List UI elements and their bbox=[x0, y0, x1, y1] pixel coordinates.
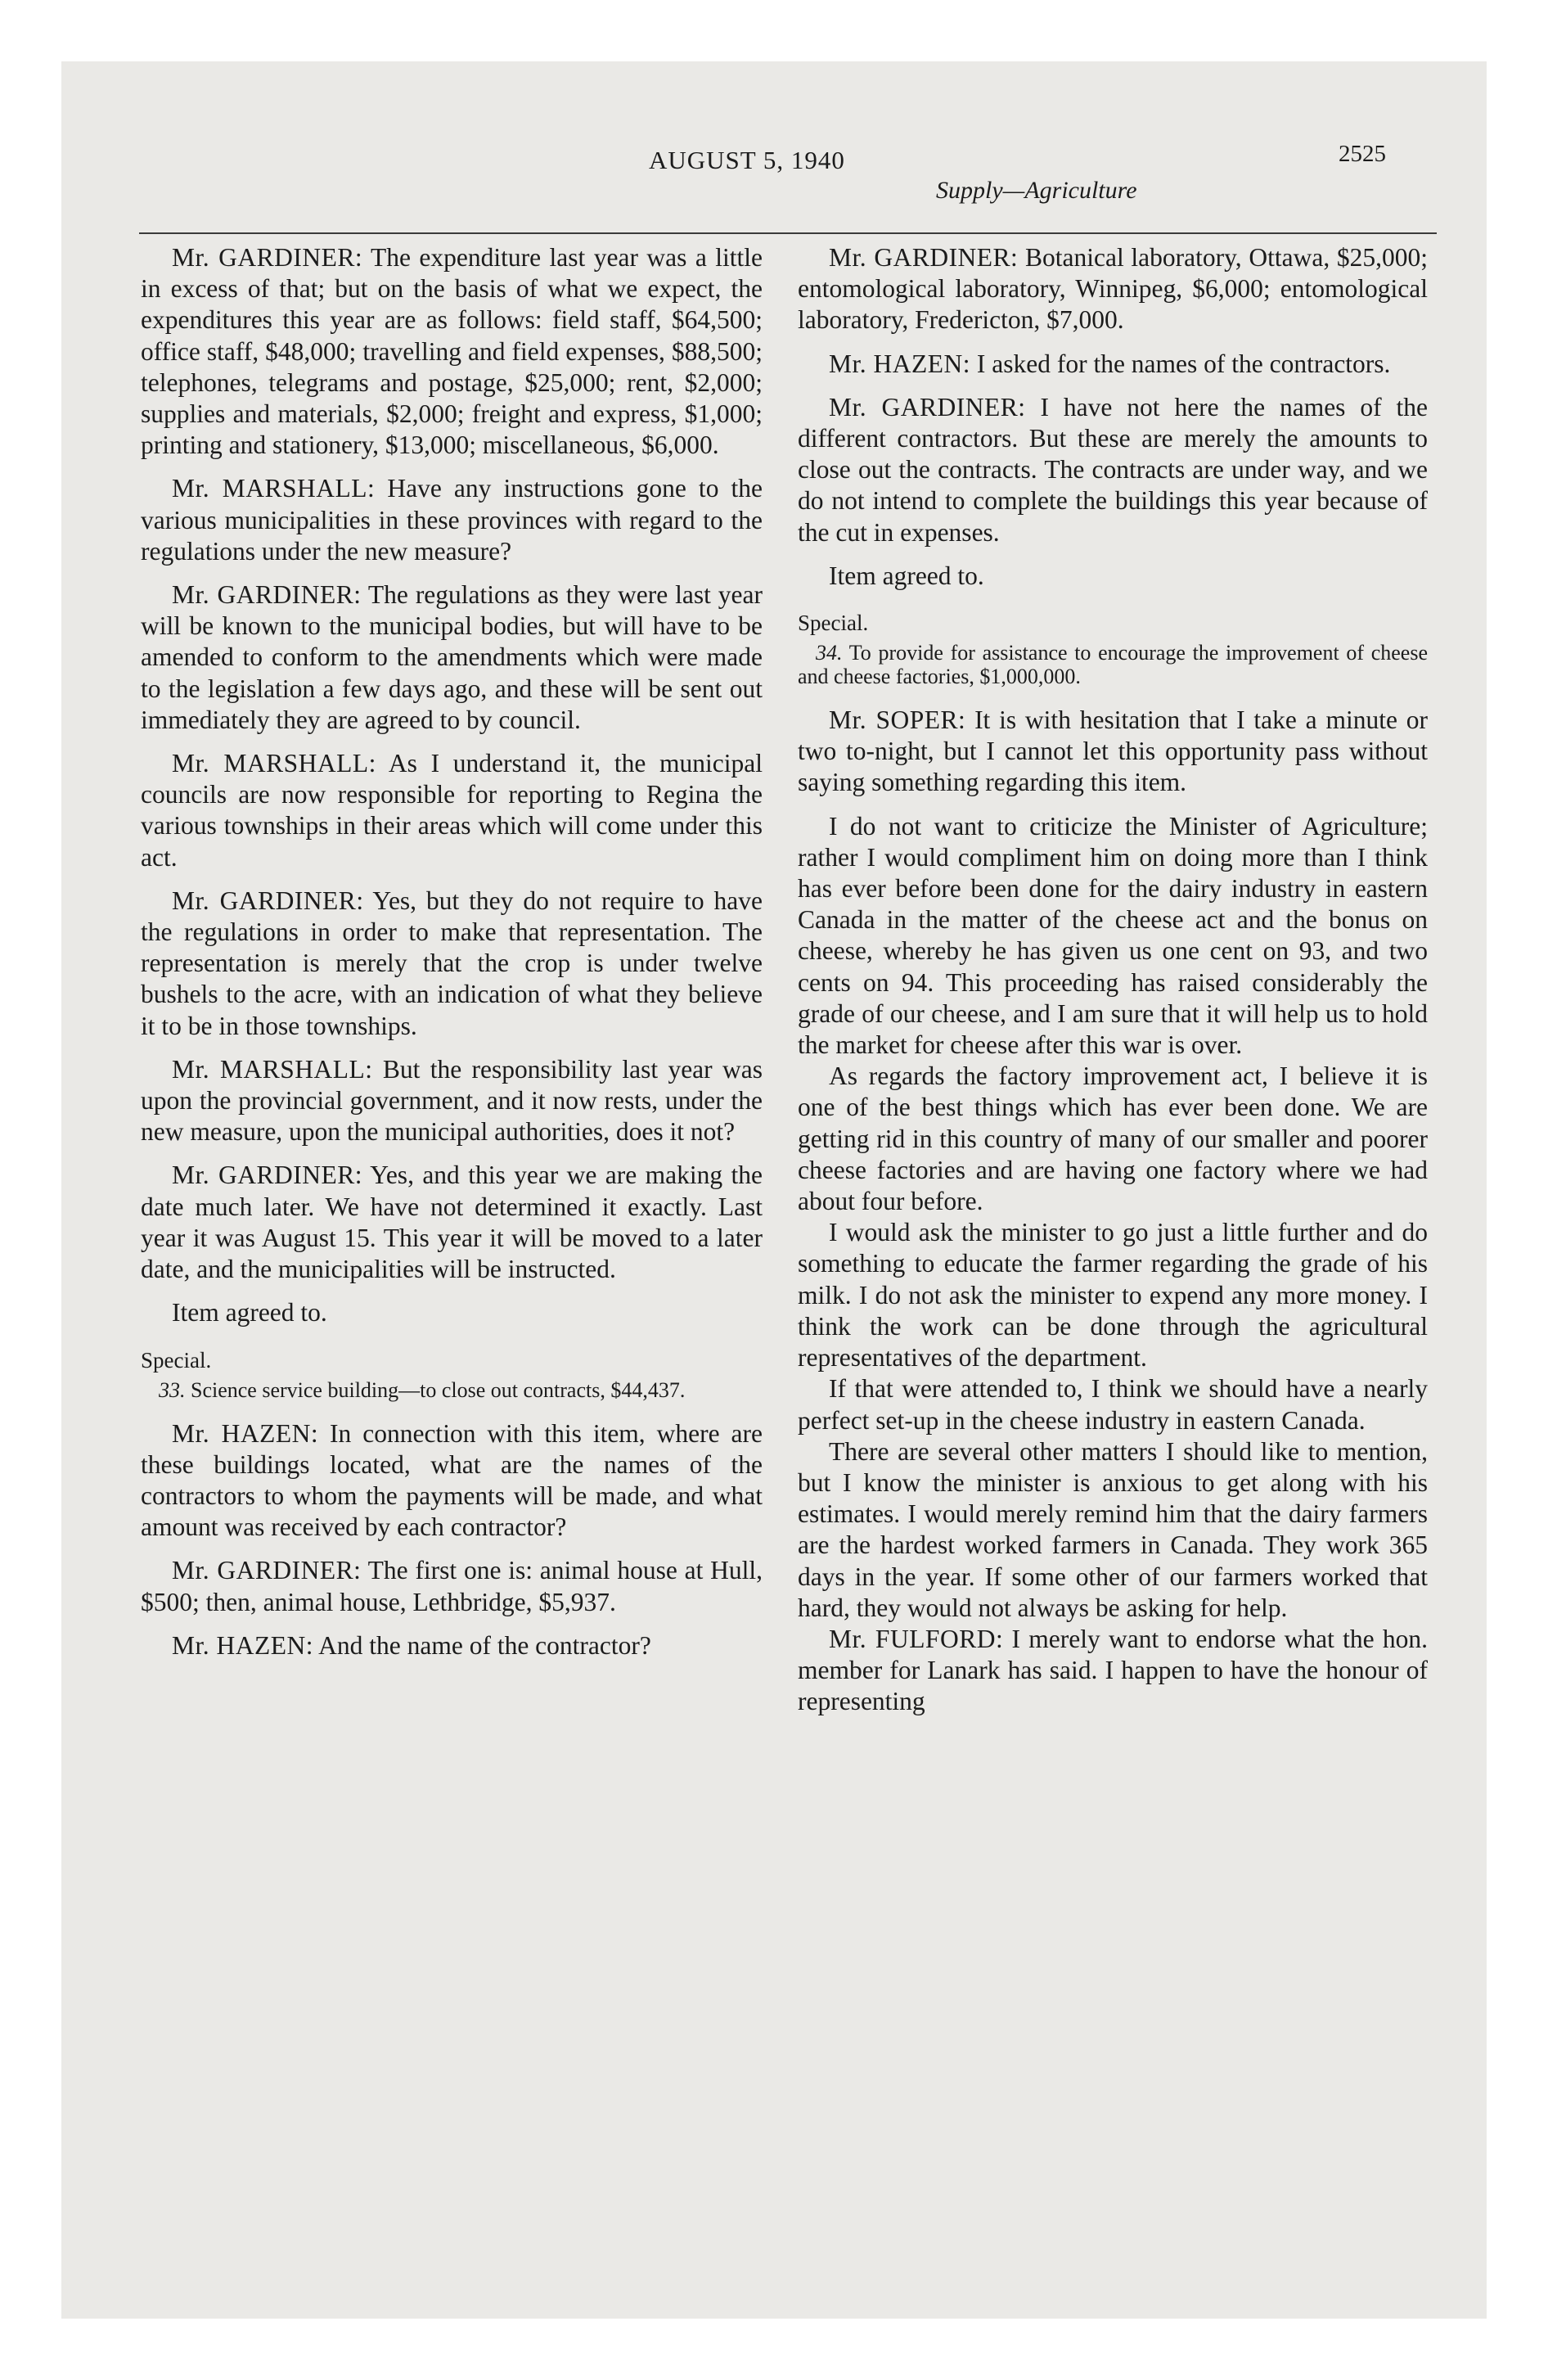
speech-text: The regulations as they were last year will be known to the municipal bodies, but will have to be amended to conform to the amendments which were made to the legislation a few days ago, and these will be sent out immediately they are agreed to by council. bbox=[141, 580, 763, 734]
speaker-name: Mr. GARDINER: bbox=[172, 1556, 362, 1585]
speaker-name: Mr. GARDINER: bbox=[172, 886, 364, 915]
page-number: 2525 bbox=[1339, 141, 1386, 167]
special-heading: Special. bbox=[798, 611, 869, 636]
vote-number: 33. bbox=[159, 1377, 186, 1402]
item-agreed: Item agreed to. bbox=[172, 1298, 327, 1327]
speech-text: As I understand it, the municipal councils are now responsible for reporting to Regina the various townships in their areas which will come under this act. bbox=[141, 749, 763, 872]
speech-text: Have any instructions gone to the various municipalities in these provinces with regard to the regulations under the new measure? bbox=[141, 474, 763, 566]
speaker-name: Mr. HAZEN: bbox=[172, 1418, 319, 1448]
speaker-name: Mr. FULFORD: bbox=[829, 1624, 1004, 1653]
speaker-name: Mr. MARSHALL: bbox=[172, 749, 376, 778]
vote-text: To provide for assistance to encourage the improvement of cheese and cheese factories, $1,000,000. bbox=[798, 641, 1428, 689]
speech-text: The expenditure last year was a little in excess of that; but on the basis of what we expect, the expenditures this year are as follows: field staff, $64,500; office staff, $48,000; travelling and field expenses, $88,500; telephones, telegrams and postage, $25,000; rent, $2,000; supplies and materials, $2,000; freight and express, $1,000; printing and stationery, $13,000; miscellaneous, $6,000. bbox=[141, 243, 763, 460]
speech-text: And the name of the contractor? bbox=[318, 1630, 651, 1660]
speech-paragraph bbox=[798, 1624, 1428, 1718]
speech-paragraph bbox=[141, 473, 763, 567]
vote-text: Science service building—to close out contracts, $44,437. bbox=[191, 1377, 686, 1402]
special-heading: Special. bbox=[141, 1347, 212, 1373]
speech-paragraph bbox=[798, 242, 1428, 336]
speech-text: Botanical laboratory, Ottawa, $25,000; entomological laboratory, Winnipeg, $6,000; entomological laboratory, Fredericton, $7,000. bbox=[798, 243, 1429, 335]
speech-paragraph bbox=[141, 1555, 763, 1617]
speaker-name: Mr. HAZEN: bbox=[172, 1630, 313, 1660]
speech-paragraph bbox=[141, 748, 763, 873]
vote-number: 34. bbox=[816, 641, 843, 665]
left-column bbox=[141, 242, 763, 1674]
speech-paragraph bbox=[798, 392, 1428, 548]
speaker-name: Mr. MARSHALL: bbox=[172, 1054, 373, 1084]
continued-paragraph: I would ask the minister to go just a little further and do something to educate the farmer regarding the grade of his milk. I do not ask the minister to expend any more money. I think the work can be done through the agricultural representatives of the department. bbox=[798, 1218, 1428, 1373]
speech-paragraph bbox=[141, 1418, 763, 1544]
vote-item bbox=[798, 641, 1428, 688]
speech-text: In connection with this item, where are these buildings located, what are the names of the contractors to whom the payments will be made, and what amount was received by each contractor? bbox=[141, 1418, 763, 1542]
speaker-name: Mr. GARDINER: bbox=[172, 580, 362, 610]
speech-paragraph bbox=[141, 886, 763, 1042]
continued-paragraph: If that were attended to, I think we should have a nearly perfect set-up in the cheese industry in eastern Canada. bbox=[798, 1374, 1428, 1435]
item-agreed: Item agreed to. bbox=[829, 561, 984, 590]
speech-paragraph bbox=[798, 705, 1428, 799]
speech-paragraph bbox=[141, 1160, 763, 1285]
speaker-name: Mr. GARDINER: bbox=[172, 243, 363, 272]
speech-text: I have not here the names of the different contractors. But these are merely the amounts to close out the contracts. The contracts are under way, and we do not intend to complete the buildings this year because of the cut in expenses. bbox=[798, 392, 1428, 547]
speech-text: The first one is: animal house at Hull, $500; then, animal house, Lethbridge, $5,937. bbox=[141, 1556, 763, 1616]
speech-text: I asked for the names of the contractors. bbox=[976, 349, 1391, 378]
speaker-name: Mr. GARDINER: bbox=[172, 1161, 363, 1190]
section-title: Supply—Agriculture bbox=[936, 177, 1137, 204]
speaker-name: Mr. HAZEN: bbox=[829, 349, 970, 378]
continued-paragraph: As regards the factory improvement act, I believe it is one of the best things which has ever been done. We are getting rid in this country of many of our smaller and poorer cheese factories and are having one factory where we had about four before. bbox=[798, 1062, 1428, 1216]
header-date: AUGUST 5, 1940 bbox=[649, 146, 845, 174]
continued-paragraph: I do not want to criticize the Minister of Agriculture; rather I would compliment him on doing more than I think has ever before been done for the dairy industry in eastern Canada in the matter of the cheese act and the bonus on cheese, whereby he has given us one cent on 93, and two cents on 94. This proceeding has raised considerably the grade of our cheese, and I am sure that it will help us to hold the market for cheese after this war is over. bbox=[798, 811, 1428, 1060]
speaker-name: Mr. GARDINER: bbox=[829, 392, 1026, 421]
speech-text: It is with hesitation that I take a minute or two to-night, but I cannot let this opportunity pass without saying something regarding this item. bbox=[798, 705, 1428, 797]
right-column bbox=[798, 242, 1428, 1730]
speaker-name: Mr. SOPER: bbox=[829, 705, 966, 735]
speech-paragraph bbox=[141, 1630, 763, 1661]
continued-paragraph: There are several other matters I should like to mention, but I know the minister is anxious to get along with his estimates. I would merely remind him that the dairy farmers are the hardest worked farmers in Canada. They work 365 days in the year. If some other of our farmers worked that hard, they would not always be asking for help. bbox=[798, 1436, 1428, 1622]
speech-text: I merely want to endorse what the hon. member for Lanark has said. I happen to have the honour of representing bbox=[798, 1624, 1429, 1716]
speech-text: But the responsibility last year was upon the provincial government, and it now rests, under the new measure, upon the municipal authorities, does it not? bbox=[141, 1054, 763, 1147]
speech-paragraph bbox=[141, 1054, 763, 1148]
speaker-name: Mr. MARSHALL: bbox=[172, 474, 376, 503]
speech-text: Yes, and this year we are making the date much later. We have not determined it exactly. Last year it was August 15. This year it will be moved to a later date, and the municipalities will be instructed. bbox=[141, 1161, 763, 1284]
speech-paragraph bbox=[141, 579, 763, 736]
speaker-name: Mr. GARDINER: bbox=[829, 243, 1019, 272]
speech-text: Yes, but they do not require to have the regulations in order to make that representation. The representation is merely that the crop is under twelve bushels to the acre, with an indication of what they believe it to be in those townships. bbox=[141, 886, 763, 1040]
speech-paragraph bbox=[141, 242, 763, 461]
header-rule bbox=[139, 232, 1437, 234]
vote-item bbox=[141, 1378, 763, 1402]
speech-paragraph bbox=[798, 349, 1428, 380]
